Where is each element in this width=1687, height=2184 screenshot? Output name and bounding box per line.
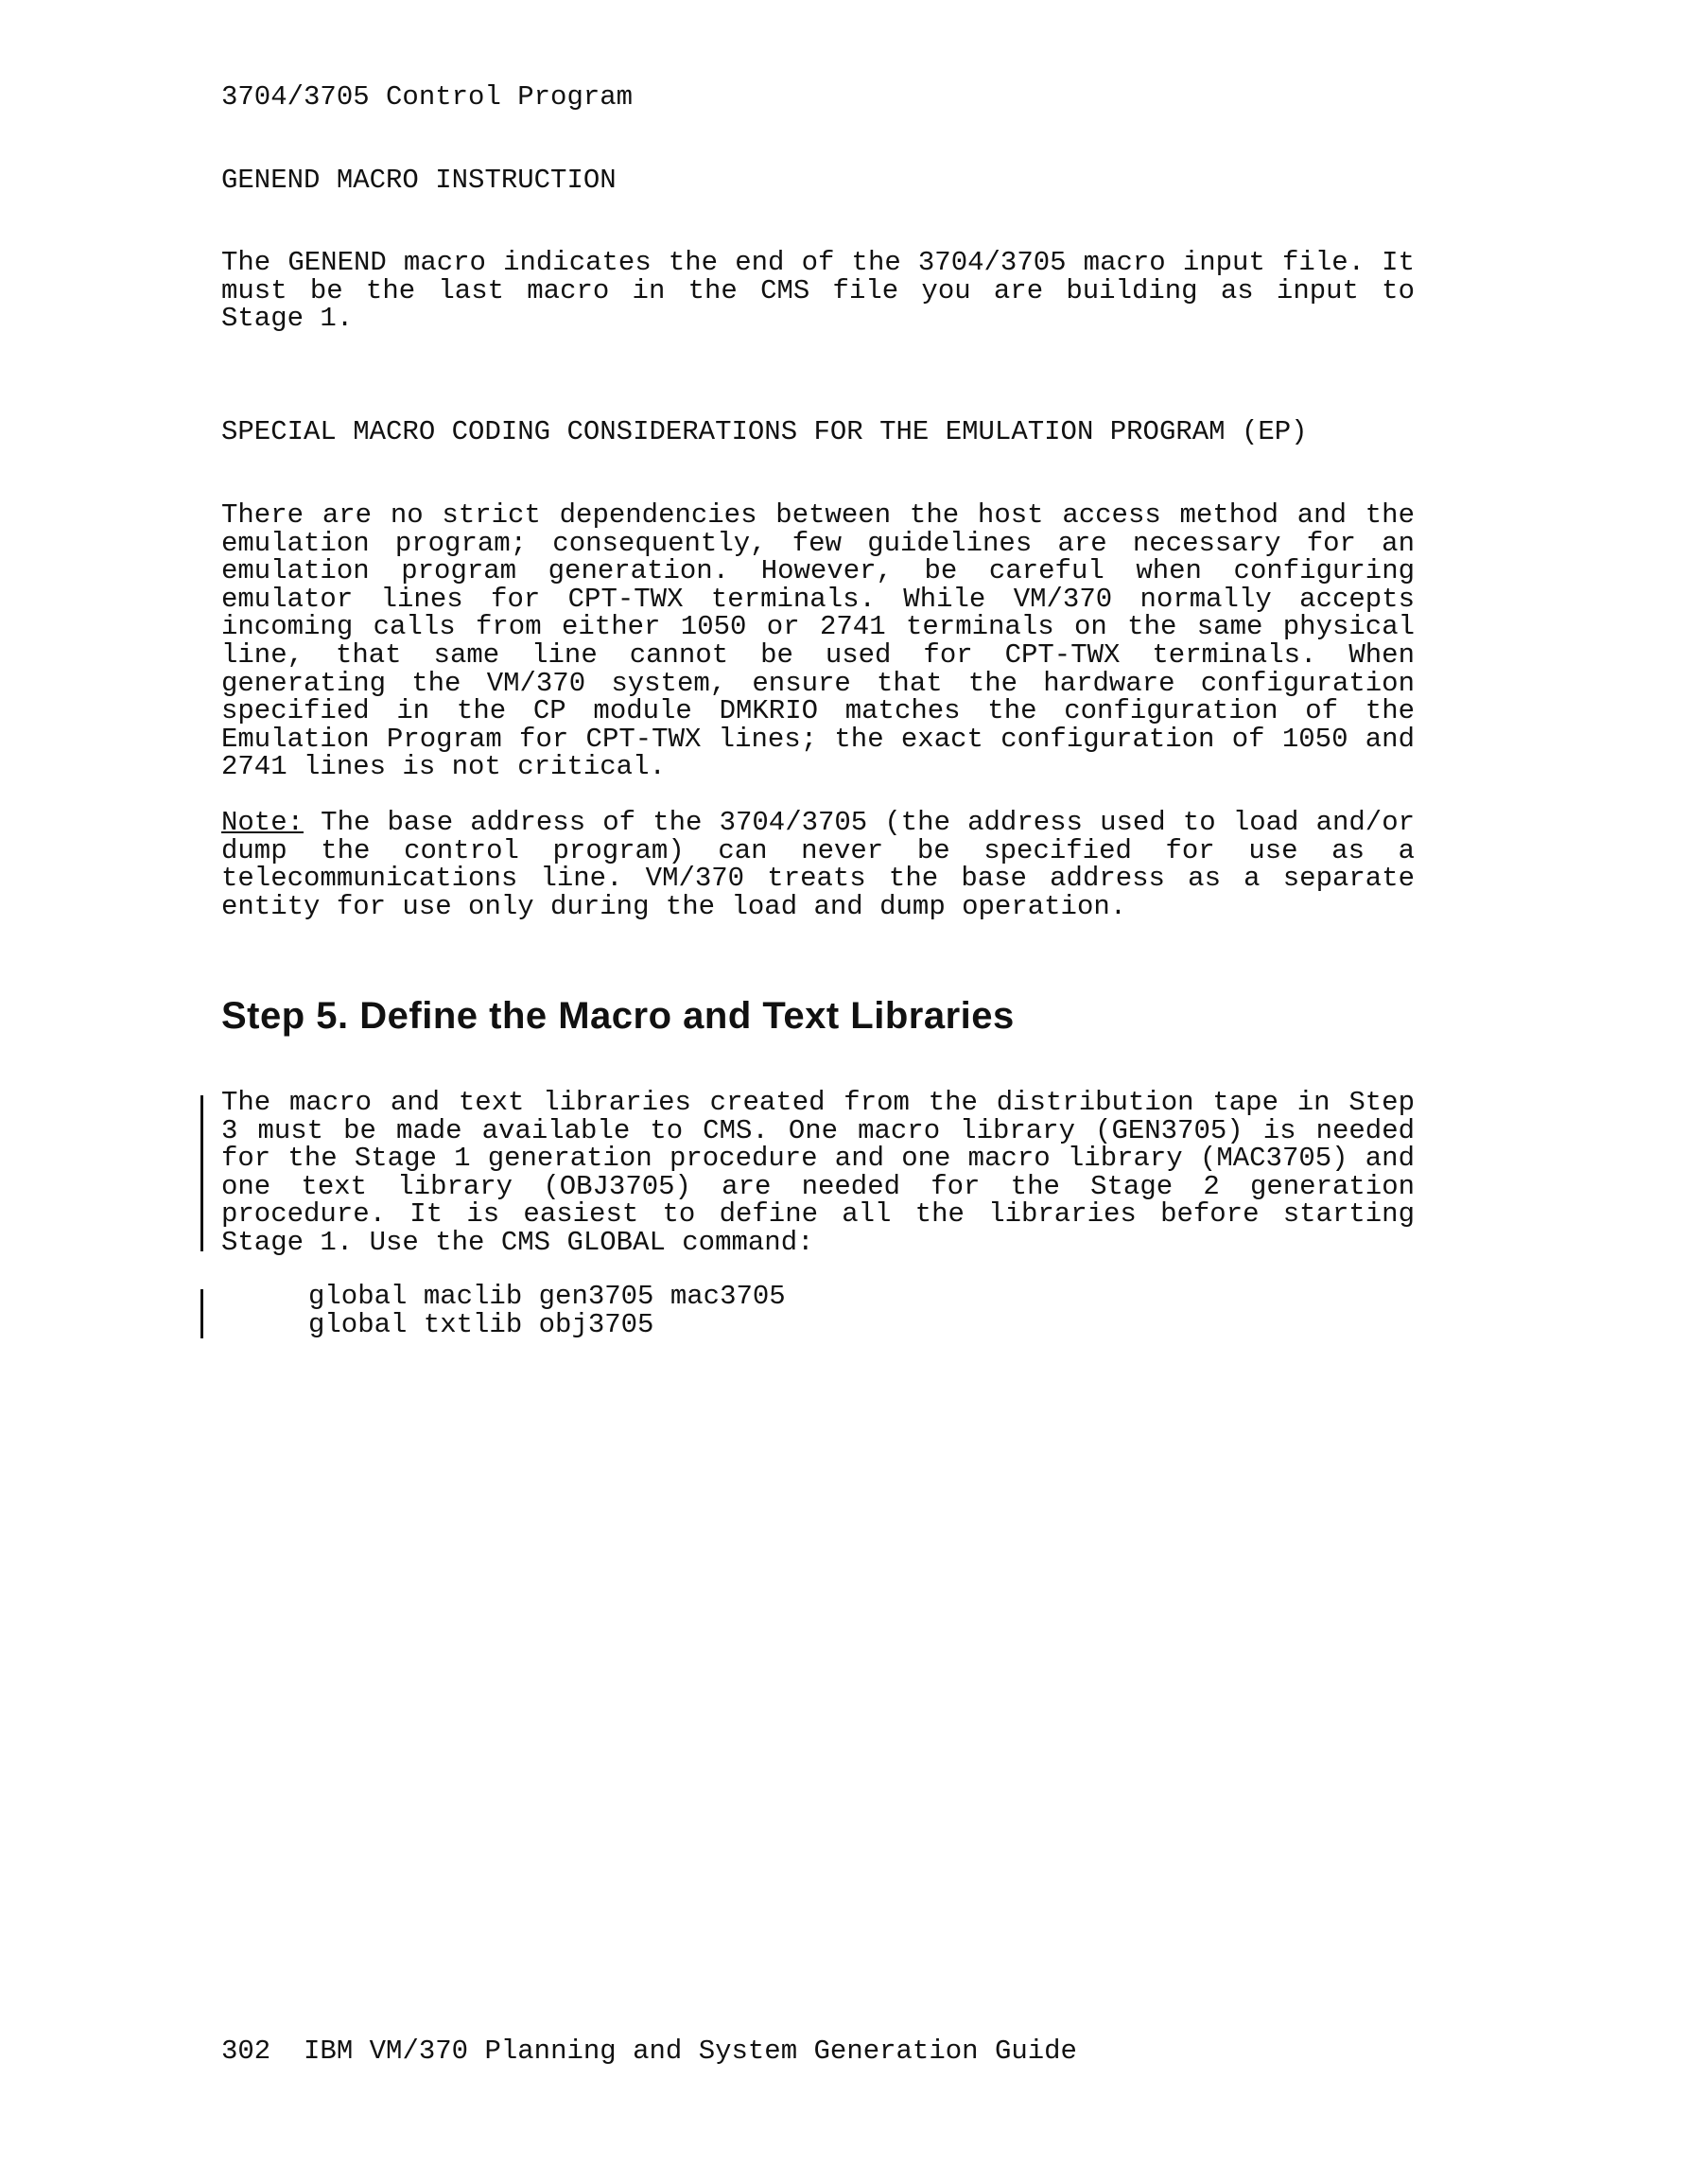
page-number: 302: [221, 2035, 271, 2067]
global-command-example: [308, 1283, 786, 1338]
step5-heading: Step 5. Define the Macro and Text Libraries: [221, 995, 1015, 1037]
running-header: 3704/3705 Control Program: [221, 81, 634, 113]
genend-paragraph: The GENEND macro indicates the end of the 3704/3705 macro input file. It must be the last macro in the CMS file you are building as input to Stage 1.: [221, 247, 1415, 335]
genend-section-heading: GENEND MACRO INSTRUCTION: [221, 165, 617, 196]
book-title: IBM VM/370 Planning and System Generation Guide: [304, 2035, 1077, 2067]
code-line: global maclib gen3705 mac3705: [308, 1281, 786, 1312]
note-paragraph: [221, 809, 1415, 920]
ep-paragraph: There are no strict dependencies between the host access method and the emulation program; consequently, few guidelines are necessary for an emulation program generation. However, be careful when configuring emulator lines for CPT-TWX terminals. While VM/370 normally accepts incoming calls from either 1050 or 2741 terminals on the same physical line, that same line cannot be used for CPT-TWX terminals. When generating the VM/370 system, ensure that the hardware configuration specified in the CP module DMKRIO matches the configuration of the Emulation Program for CPT-TWX lines; the exact configuration of 1050 and 2741 lines is not critical.: [221, 499, 1415, 783]
note-label: Note:: [221, 807, 304, 838]
page-footer: [221, 2035, 1077, 2067]
revision-bar: [200, 1095, 203, 1251]
code-line: global txtlib obj3705: [308, 1308, 654, 1340]
revision-bar: [200, 1289, 203, 1338]
step5-paragraph: The macro and text libraries created from the distribution tape in Step 3 must be made available to CMS. One macro library (GEN3705) is needed for the Stage 1 generation procedure and one macro library (MAC3705) and one text library (OBJ3705) are needed for the Stage 2 generation procedure. It is easiest to define all the libraries before starting Stage 1. Use the CMS GLOBAL command:: [221, 1087, 1415, 1258]
note-text: The base address of the 3704/3705 (the address used to load and/or dump the control program) can never be specified for use as a telecommunications line. VM/370 treats the base address as a separate entity for use only during the load and dump operation.: [221, 807, 1415, 922]
ep-section-heading: SPECIAL MACRO CODING CONSIDERATIONS FOR THE EMULATION PROGRAM (EP): [221, 416, 1308, 447]
